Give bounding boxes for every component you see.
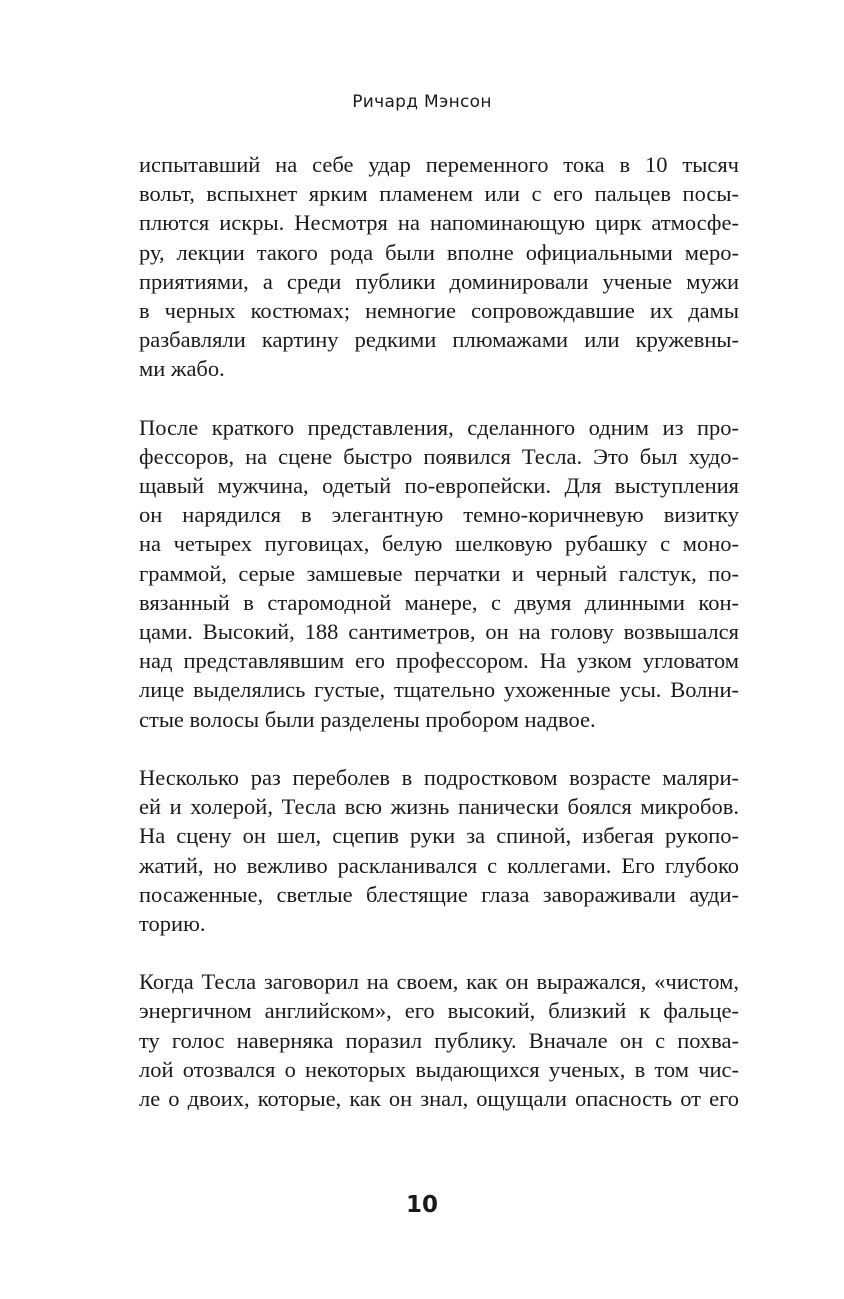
text-line: щавый мужчина, одетый по-европейски. Для выступления <box>139 473 739 499</box>
text-line: вязанный в старомодной манере, с двумя длинными кон- <box>139 589 739 615</box>
text-line: ми жабо. <box>139 356 225 382</box>
text-line: граммой, серые замшевые перчатки и черный галстук, по- <box>139 560 739 586</box>
text-line: плются искры. Несмотря на напоминающую цирк атмосфе- <box>139 210 739 236</box>
text-line: посаженные, светлые блестящие глаза завораживали ауди- <box>139 881 739 907</box>
text-line: в черных костюмах; немногие сопровождавшие их дамы <box>139 297 739 323</box>
text-line: После краткого представления, сделанного одним из про- <box>139 414 739 440</box>
paragraph-gap <box>139 384 739 413</box>
text-line: Когда Тесла заговорил на своем, как он выражался, «чистом, <box>139 969 739 995</box>
text-line: лице выделялись густые, тщательно ухоженные усы. Волни- <box>139 677 739 703</box>
body-text <box>139 150 739 1113</box>
text-line: жатий, но вежливо раскланивался с коллегами. Его глубоко <box>139 852 739 878</box>
page-number: 10 <box>405 1192 438 1218</box>
text-line: разбавляли картину редкими плюмажами или кружевны- <box>139 327 739 353</box>
paragraph-gap <box>139 734 739 763</box>
text-line: энергичном английском», его высокий, близкий к фальце- <box>139 998 739 1024</box>
paragraph <box>139 967 739 1113</box>
text-line: ту голос наверняка поразил публику. Вначале он с похва- <box>139 1027 739 1053</box>
text-line: на четырех пуговицах, белую шелковую рубашку с моно- <box>139 531 739 557</box>
text-line: ей и холерой, Тесла всю жизнь панически боялся микробов. <box>139 794 739 820</box>
paragraph <box>139 413 739 734</box>
text-line: Несколько раз переболев в подростковом возрасте маляри- <box>139 764 739 790</box>
paragraph <box>139 763 739 938</box>
text-line: лой отозвался о некоторых выдающихся ученых, в том чис- <box>139 1056 739 1082</box>
text-line: ру, лекции такого рода были вполне официальными меро- <box>139 239 739 265</box>
text-line: стые волосы были разделены пробором надвое. <box>139 706 596 732</box>
text-line: ле о двоих, которые, как он знал, ощущали опасность от его <box>139 1086 739 1111</box>
paragraph <box>139 150 739 384</box>
paragraph-gap <box>139 938 739 967</box>
text-line: он нарядился в элегантную темно-коричневую визитку <box>139 502 739 528</box>
text-line: над представлявшим его профессором. На узком угловатом <box>139 648 739 674</box>
text-line: цами. Высокий, 188 сантиметров, он на голову возвышался <box>139 619 739 644</box>
text-line: фессоров, на сцене быстро появился Тесла. Это был худо- <box>139 443 739 469</box>
text-line: испытавший на себе удар переменного тока в 10 тысяч <box>139 152 739 177</box>
text-line: На сцену он шел, сцепив руки за спиной, избегая рукопо- <box>139 823 739 849</box>
running-head-author: Ричард Мэнсон <box>352 92 492 112</box>
text-line: торию. <box>139 910 206 936</box>
text-line: вольт, вспыхнет ярким пламенем или с его пальцев посы- <box>139 181 739 207</box>
text-line: приятиями, а среди публики доминировали ученые мужи <box>139 268 739 294</box>
